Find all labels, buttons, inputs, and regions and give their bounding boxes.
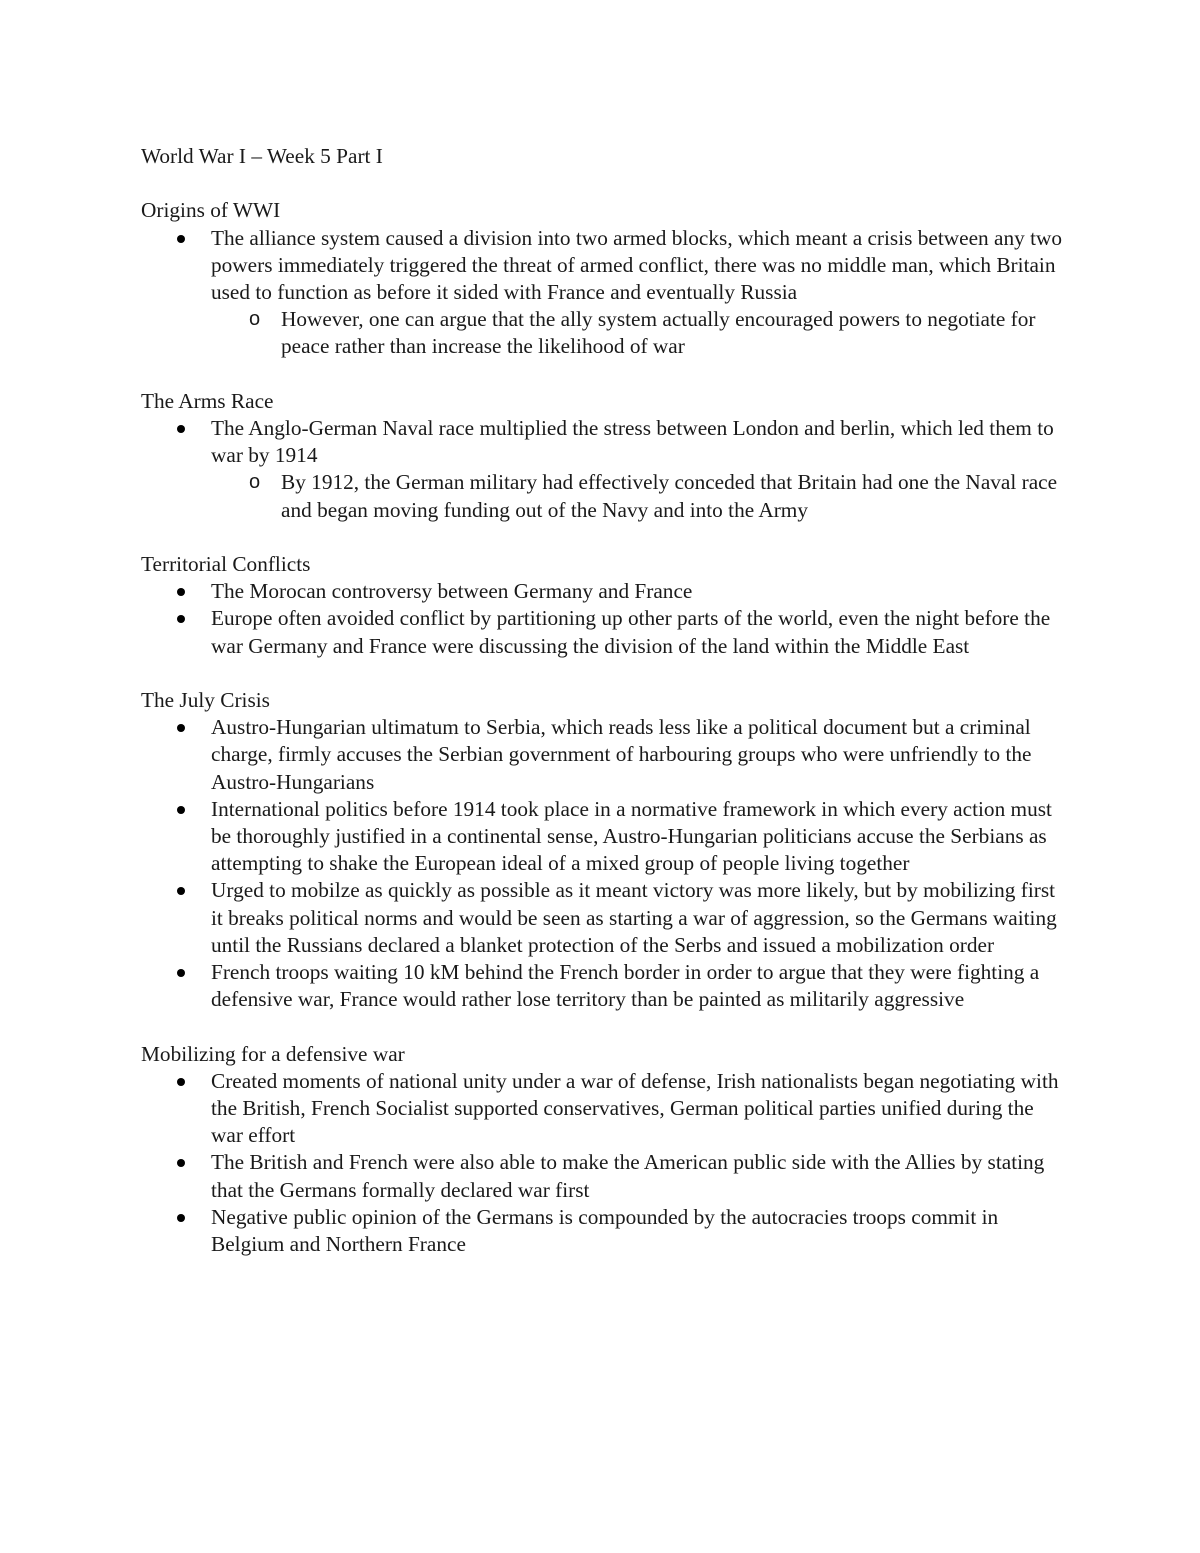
sub-bullet-text: By 1912, the German military had effectively conceded that Britain had one the Naval race and began moving funding out of the Navy and into the Army xyxy=(281,470,1058,522)
bullet-item xyxy=(141,225,1070,361)
hollow-circle-bullet-icon: o xyxy=(249,308,261,331)
bullet-list xyxy=(141,1068,1070,1258)
bullet-dot-icon xyxy=(177,425,185,433)
section xyxy=(141,551,1070,660)
bullet-dot-icon xyxy=(177,1159,185,1167)
bullet-item xyxy=(141,959,1070,1013)
bullet-item xyxy=(141,415,1070,524)
bullet-text: Urged to mobilze as quickly as possible as it meant victory was more likely, but by mobilizing first it breaks political norms and would be seen as starting a war of aggression, so the Germans waiting until the Russians declared a blanket protection of the Serbs and issued a mobilization order xyxy=(211,878,1057,957)
bullet-item xyxy=(141,714,1070,796)
bullet-dot-icon xyxy=(177,615,185,623)
bullet-list xyxy=(141,714,1070,1013)
bullet-item xyxy=(141,578,1070,605)
section-heading: Territorial Conflicts xyxy=(141,552,311,576)
sub-bullet-item xyxy=(211,469,1070,523)
bullet-dot-icon xyxy=(177,806,185,814)
bullet-item xyxy=(141,877,1070,959)
bullet-text: The Morocan controversy between Germany and France xyxy=(211,579,693,604)
bullet-text: The alliance system caused a division into two armed blocks, which meant a crisis between any two powers immediately triggered the threat of armed conflict, there was no middle man, which Britain used to function as before it sided with France and eventually Russia xyxy=(211,225,1063,304)
section-heading: Origins of WWI xyxy=(141,198,281,223)
bullet-text: The British and French were also able to make the American public side with the Allies by stating that the Germans formally declared war first xyxy=(211,1150,1045,1202)
bullet-dot-icon xyxy=(177,1214,185,1222)
bullet-dot-icon xyxy=(177,887,185,895)
bullet-item xyxy=(141,1204,1070,1258)
bullet-dot-icon xyxy=(177,969,185,977)
bullet-item xyxy=(141,605,1070,659)
sub-bullet-item xyxy=(211,306,1070,360)
sub-bullet-list xyxy=(211,469,1070,523)
section xyxy=(141,197,1070,360)
section-heading: Mobilizing for a defensive war xyxy=(141,1041,405,1066)
section xyxy=(141,388,1070,524)
hollow-circle-bullet-icon: o xyxy=(249,471,261,494)
section xyxy=(141,1041,1070,1259)
bullet-dot-icon xyxy=(177,724,185,732)
sub-bullet-text: However, one can argue that the ally system actually encouraged powers to negotiate for peace rather than increase the likelihood of war xyxy=(281,307,1036,359)
bullet-item xyxy=(141,796,1070,878)
bullet-text: Europe often avoided conflict by partitioning up other parts of the world, even the night before the war Germany and France were discussing the division of the land within the Middle East xyxy=(211,606,1051,658)
bullet-text: French troops waiting 10 kM behind the French border in order to argue that they were fighting a defensive war, France would rather lose territory than be painted as militarily aggressive xyxy=(211,960,1040,1012)
bullet-item xyxy=(141,1068,1070,1150)
bullet-text: International politics before 1914 took place in a normative framework in which every action must be thoroughly justified in a continental sense, Austro-Hungarian politicians accuse the Serbians as attempting to shake the European ideal of a mixed group of people living together xyxy=(211,796,1052,876)
section xyxy=(141,687,1070,1013)
bullet-list xyxy=(141,225,1070,361)
document-title: World War I – Week 5 Part I xyxy=(141,144,383,168)
bullet-text: Created moments of national unity under a war of defense, Irish nationalists began negotiating with the British, French Socialist supported conservatives, German political parties unified during the war effort xyxy=(211,1068,1059,1148)
bullet-text: The Anglo-German Naval race multiplied the stress between London and berlin, which led them to war by 1914 xyxy=(211,416,1054,468)
bullet-list xyxy=(141,415,1070,524)
bullet-text: Negative public opinion of the Germans is compounded by the autocracies troops commit in Belgium and Northern France xyxy=(211,1204,999,1257)
sub-bullet-list xyxy=(211,306,1070,360)
bullet-dot-icon xyxy=(177,235,185,243)
bullet-list xyxy=(141,578,1070,660)
section-heading: The July Crisis xyxy=(141,688,270,712)
bullet-dot-icon xyxy=(177,588,185,596)
bullet-item xyxy=(141,1149,1070,1203)
bullet-text: Austro-Hungarian ultimatum to Serbia, which reads less like a political document but a criminal charge, firmly accuses the Serbian government of harbouring groups who were unfriendly to the Austro-Hungarians xyxy=(211,715,1032,794)
bullet-dot-icon xyxy=(177,1078,185,1086)
document-body xyxy=(141,197,1070,1258)
section-heading: The Arms Race xyxy=(141,388,274,413)
